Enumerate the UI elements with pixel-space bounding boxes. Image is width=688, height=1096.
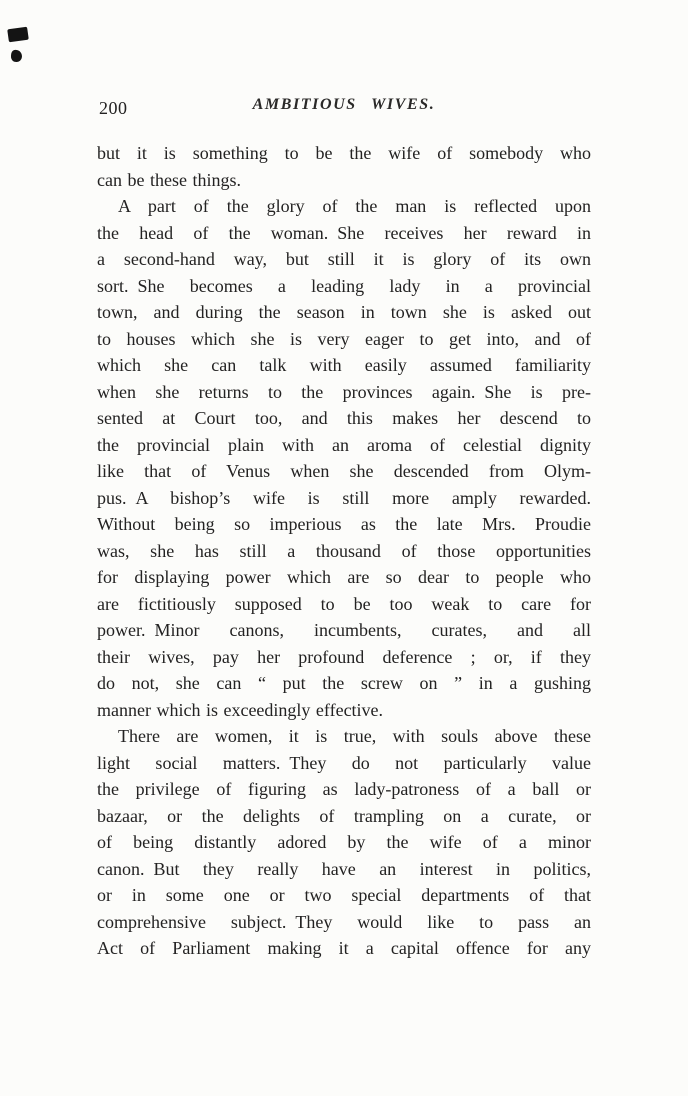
text-line: of being distantly adored by the wife of a minor bbox=[97, 832, 591, 852]
text-line: A part of the glory of the man is reflected upon bbox=[118, 196, 591, 216]
text-line: are fictitiously supposed to be too weak to care for bbox=[97, 593, 591, 614]
text-line: sort. She becomes a leading lady in a provincial bbox=[97, 275, 591, 296]
text-line: the provincial plain with an aroma of celestial dignity bbox=[97, 434, 591, 455]
text-line: town, and during the season in town she is asked out bbox=[97, 302, 591, 322]
page-body bbox=[97, 140, 591, 962]
text-line: manner which is exceedingly effective. bbox=[97, 699, 384, 720]
text-line: to houses which she is very eager to get into, and of bbox=[97, 328, 591, 349]
text-line: Without being so imperious as the late Mrs. Proudie bbox=[97, 514, 591, 534]
text-line: canon. But they really have an interest in politics, bbox=[97, 858, 591, 879]
running-head bbox=[97, 96, 591, 120]
text-line: bazaar, or the delights of trampling on a curate, or bbox=[97, 805, 591, 826]
text-line: a second-hand way, but still it is glory of its own bbox=[97, 249, 591, 269]
scan-artifact bbox=[7, 27, 29, 43]
text-line: when she returns to the provinces again. She is pre- bbox=[97, 381, 591, 402]
text-line: for displaying power which are so dear to people who bbox=[97, 567, 591, 587]
text-line: sented at Court too, and this makes her descend to bbox=[97, 408, 591, 428]
text-line: can be these things. bbox=[97, 169, 241, 190]
page-number: 200 bbox=[99, 98, 128, 118]
text-line: There are women, it is true, with souls above these bbox=[118, 726, 591, 746]
text-line: the head of the woman. She receives her reward in bbox=[97, 222, 591, 243]
text-line: the privilege of figuring as lady-patroness of a ball or bbox=[97, 779, 591, 799]
text-line: do not, she can “ put the screw on ” in a gushing bbox=[97, 673, 591, 693]
text-line: comprehensive subject. They would like to pass an bbox=[97, 911, 591, 932]
text-line: light social matters. They do not particularly value bbox=[97, 752, 591, 773]
scan-artifact bbox=[10, 49, 22, 62]
text-line: power. Minor canons, incumbents, curates, and all bbox=[97, 620, 591, 640]
text-line: pus. A bishop’s wife is still more amply rewarded. bbox=[97, 487, 591, 508]
chapter-title: AMBITIOUS WIVES. bbox=[252, 96, 436, 113]
text-line: their wives, pay her profound deference ; or, if they bbox=[97, 646, 591, 667]
text-line: was, she has still a thousand of those opportunities bbox=[97, 540, 591, 561]
text-line: like that of Venus when she descended from Olym- bbox=[97, 461, 591, 481]
text-line: Act of Parliament making it a capital offence for any bbox=[97, 938, 591, 958]
text-line: or in some one or two special departments of that bbox=[97, 885, 591, 905]
text-line: which she can talk with easily assumed familiarity bbox=[97, 355, 591, 375]
text-line: but it is something to be the wife of somebody who bbox=[97, 143, 591, 163]
